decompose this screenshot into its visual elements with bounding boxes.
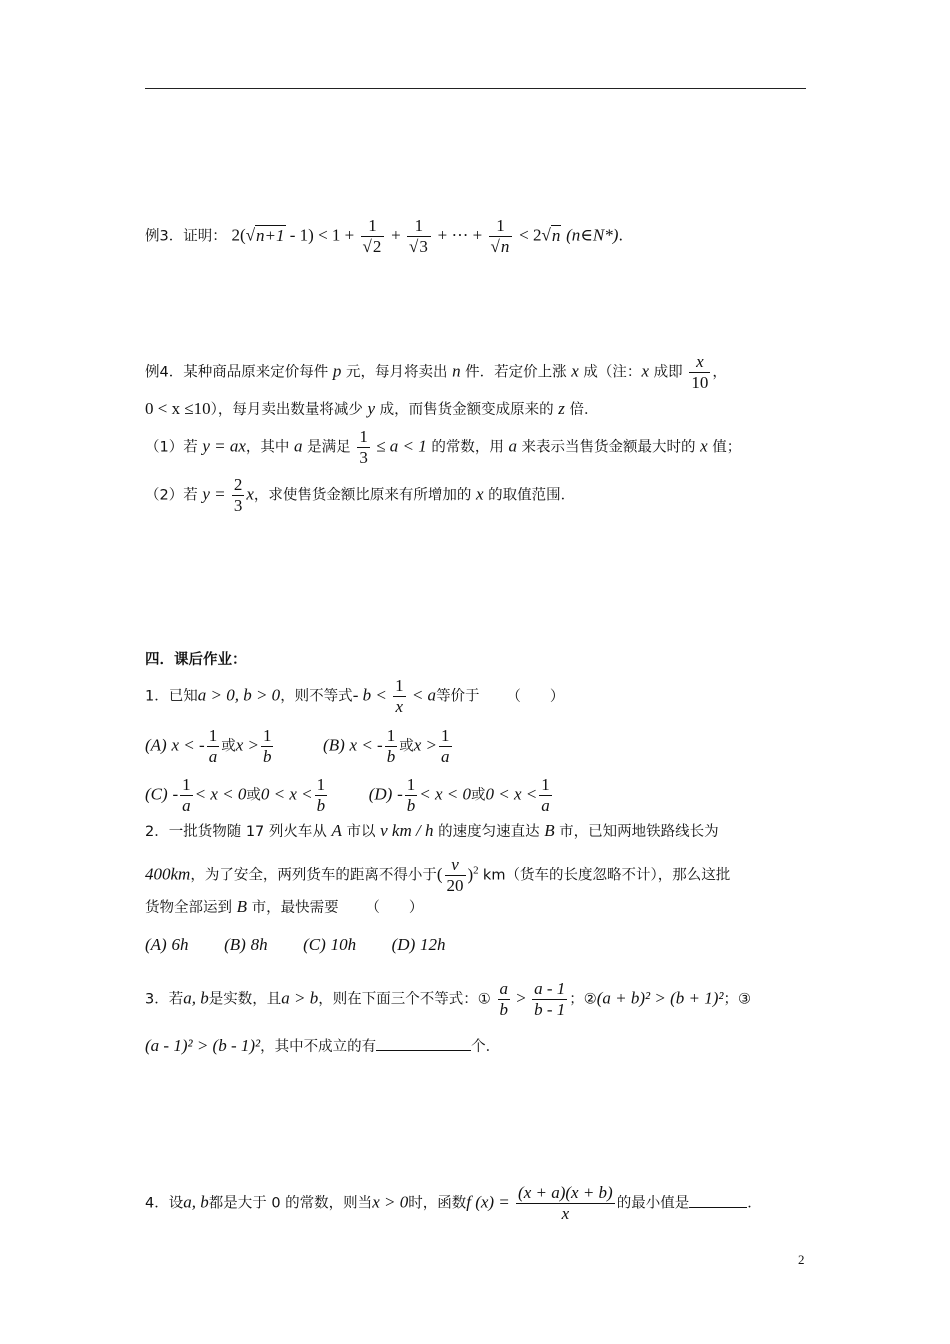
page-number: 2 — [798, 1252, 805, 1267]
problem-1-options-ab: (A) x < - $\frac{1}{a}$ 或x > $\frac{1}{b}$ (B) x < - $\frac{1}{b}$ 或x > $\frac{1}{a}$ — [145, 726, 450, 766]
problem-3-line-1: 3．若a, b是实数，且a > b，则在下面三个不等式：① $\frac{a}{b}$ > $\frac{a - 1}{b - 1}$ ；②(a + b)² > (b + 1)²；③ — [145, 979, 752, 1019]
problem-1-options-cd: (C) - $\frac{1}{a}$ < x < 0或0 < x < $\frac{1}{b}$ (D) - $\frac{1}{b}$ < x < 0或0 < x < $\frac{1}{a}$ — [145, 775, 550, 815]
answer-blank[interactable] — [689, 1207, 747, 1208]
example-3: 例3．证明： 2(√n+1 - 1) < 1 + $\frac{1}{√2}$ + $\frac{1}{√3}$ + ··· + $\frac{1}{√n}$ < 2√n (n∈N*). — [145, 216, 624, 256]
problem-3-line-2: (a - 1)² > (b - 1)²，其中不成立的有 个． — [145, 1036, 501, 1055]
answer-blank[interactable] — [376, 1050, 471, 1051]
header-rule — [145, 88, 806, 89]
example-4-line-1: 例4．某种商品原来定价每件 p 元，每月将卖出 n 件．若定价上涨 x 成（注：x 成即 $\frac{x}{10}$ ， — [145, 352, 727, 392]
problem-2-line-3: 货物全部运到 B 市，最快需要 （ ） — [145, 897, 424, 916]
example-4-question-1: （1）若 y = ax，其中 a 是满足 $\frac{1}{3}$ ≤ a < 1 的常数，用 a 来表示当售货金额最大时的 x 值； — [145, 427, 742, 467]
homework-heading: 四．课后作业： — [145, 652, 247, 668]
example-4-question-2: （2）若 y = $\frac{2}{3}$ x，求使售货金额比原来有所增加的 x 的取值范围． — [145, 475, 576, 515]
problem-1: 1．已知a > 0, b > 0，则不等式- b < $\frac{1}{x}$ < a等价于 （ ） — [145, 676, 565, 716]
problem-2-line-2: 400km，为了安全，两列货车的距离不得小于( $\frac{v}{20}$ )$^2$ km（货车的长度忽略不计），那么这批 — [145, 855, 731, 895]
example-4-line-2: 0 < x ≤10），每月卖出数量将减少 y 成，而售货金额变成原来的 z 倍． — [145, 399, 599, 418]
problem-2-line-1: 2．一批货物随 17 列火车从 A 市以 v km / h 的速度匀速直达 B 市，已知两地铁路线长为 — [145, 821, 719, 840]
problem-2-options: (A) 6h (B) 8h (C) 10h (D) 12h — [145, 935, 446, 954]
problem-4: 4．设a, b都是大于 0 的常数，则当x > 0时，函数f (x) = $\frac{(x + a)(x + b)}{x}$ 的最小值是 ． — [145, 1183, 762, 1223]
